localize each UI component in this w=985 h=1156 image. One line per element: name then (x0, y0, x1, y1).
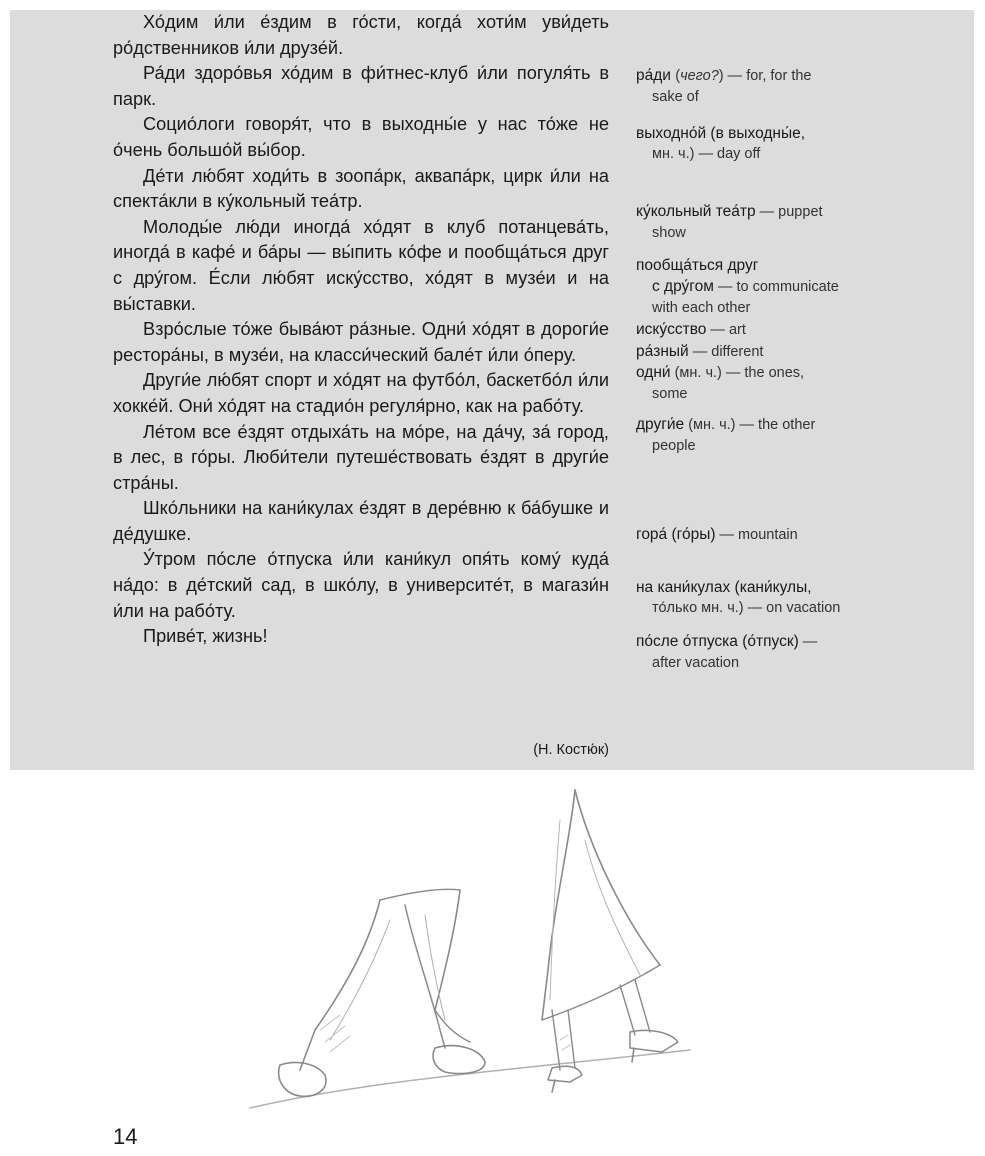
gloss-term: иску́сство (636, 321, 707, 338)
paragraph-9: Шко́льники на кани́кулах е́здят в дере́вню к ба́бушке и де́душке. (113, 498, 609, 544)
gloss-drugie: други́е (мн. ч.) — the other people (636, 416, 816, 454)
gloss-term: гора́ (го́ры) (636, 526, 716, 543)
paragraph-5: Молоды́е лю́ди иногда́ хо́дят в клуб потанцева́ть, иногда́ в кафе́ и ба́ры — вы́пить ко́фе и пообща́ться друг с дру́гом. Е́сли лю́бят иску́сство, хо́дят в музе́и и на вы́ставки. (113, 216, 609, 314)
gloss-iskusstvo: иску́сство — art (636, 321, 746, 338)
gloss-term: ра́ди (636, 67, 671, 84)
paragraph-11: Приве́т, жизнь! (143, 626, 268, 647)
gloss-term: ра́зный (636, 343, 689, 360)
main-text (113, 10, 609, 650)
gloss-term: ку́кольный теа́тр (636, 203, 756, 220)
gloss-kukolny: ку́кольный теа́тр — puppet show (636, 203, 823, 241)
gloss-term: други́е (636, 416, 685, 433)
paragraph-2: Ра́ди здоро́вья хо́дим в фи́тнес-клуб и́ли погуля́ть в парк. (113, 63, 609, 109)
page-number: 14 (113, 1124, 138, 1149)
gloss-kanikuly: на кани́кулах (кани́кулы, то́лько мн. ч.) — on vacation (636, 577, 886, 619)
paragraph-6: Взро́слые то́же быва́ют ра́зные. Одни́ хо́дят в дороги́е рестора́ны, в музе́и, на класси́ческий бале́т и́ли о́перу. (113, 319, 609, 365)
gloss-term: на кани́кулах (кани́кулы, (636, 579, 812, 596)
paragraph-8: Ле́том все е́здят отдыха́ть на мо́ре, на да́чу, за́ город, в лес, в го́ры. Люби́тели путеше́ствовать е́здят в други́е стра́ны. (113, 421, 609, 493)
gloss-otpusk: по́сле о́тпуска (о́тпуск) — after vacation (636, 633, 818, 671)
gloss-odni: одни́ (мн. ч.) — the ones, some (636, 364, 805, 402)
paragraph-10: У́тром по́сле о́тпуска и́ли кани́кул опя́ть кому́ куда́ на́до: в де́тский сад, в шко́лу, в университе́т, в магази́н и́ли на рабо́ту. (113, 549, 609, 621)
paragraph-1: Хо́дим и́ли е́здим в го́сти, когда́ хоти́м уви́деть ро́дственников и́ли друзе́й. (113, 12, 609, 58)
walking-legs-illustration (230, 780, 710, 1120)
gloss-razny: ра́зный — different (636, 343, 764, 360)
paragraph-4: Де́ти лю́бят ходи́ть в зоопа́рк, аквапа́рк, цирк и́ли на спекта́кли в ку́кольный теа́тр. (113, 165, 609, 212)
gloss-obshchatsya: пообща́ться друг с дру́гом — to communicate with each other (636, 255, 886, 319)
gloss-vykhodnoy: выходно́й (в выходны́е, мн. ч.) — day off (636, 123, 886, 165)
gloss-term: по́сле о́тпуска (о́тпуск) (636, 633, 799, 650)
gloss-term: выходно́й (в выходны́е, (636, 125, 806, 142)
gloss-term: пообща́ться друг (636, 257, 759, 274)
gloss-radi: ра́ди (чего?) — for, for the sake of (636, 67, 812, 105)
paragraph-7: Други́е лю́бят спорт и хо́дят на футбо́л, баскетбо́л и́ли хокке́й. Они́ хо́дят на стадио́н регуля́рно, как на рабо́ту. (113, 370, 609, 416)
paragraph-3: Социо́логи говоря́т, что в выходны́е у нас то́же не о́чень большо́й вы́бор. (113, 114, 609, 160)
gloss-gora: гора́ (го́ры) — mountain (636, 526, 798, 543)
author-attribution: (Н. Костю́к) (533, 742, 609, 758)
gloss-term: одни́ (636, 364, 671, 381)
